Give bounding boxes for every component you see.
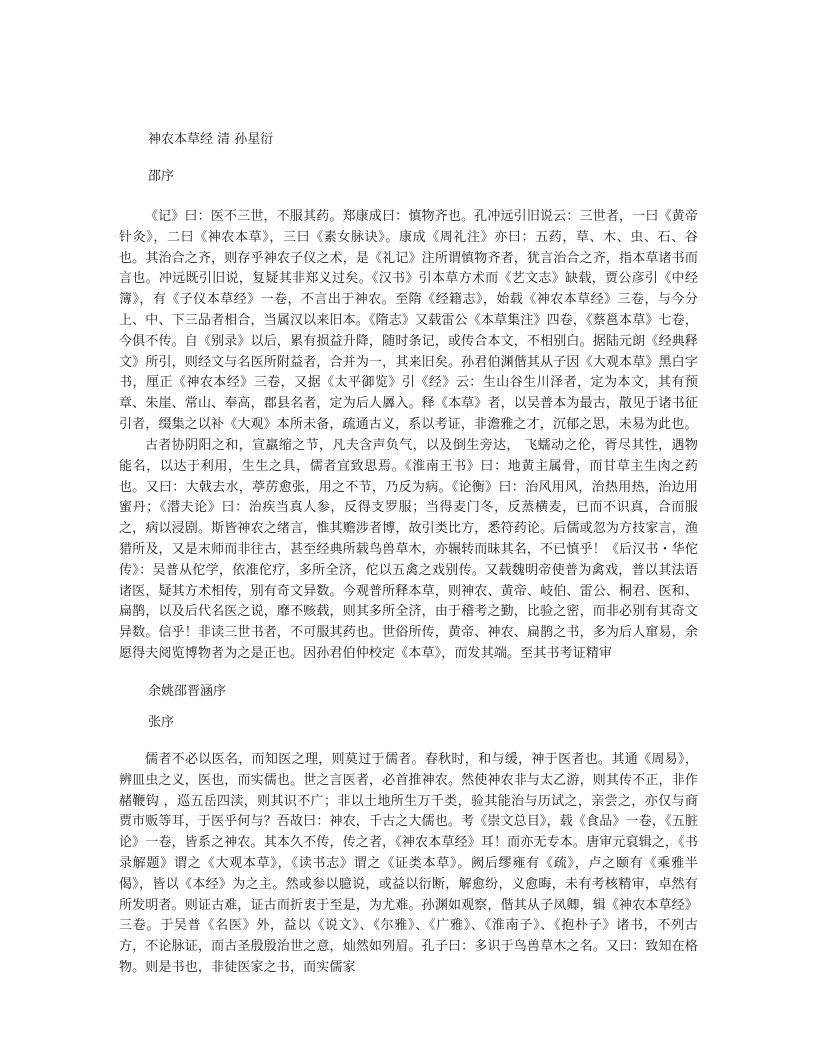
paragraph-zhang-1: 儒者不必以医名，而知医之理，则莫过于儒者。春秋时，和与缓，神于医者也。其通《周易》，辨皿虫之义，医也，而实儒也。世之言医者，必首推神农。然使神农非与太乙游，则其传不正，非作赭鞭钩 ，巡五岳四渎，则其识不广；非以土地所生万千类，验其能治与历试之，亲尝之，亦仅与商贾市贩等耳，于医乎何与？吾故曰：神农，千古之大儒也。考《崇文总目》，载《食品》一卷，《五脏论》一卷，皆系之神农。其本久不传，传之者，《神农本草经》耳！而亦无专本。唐审元裒辑之，《书录解题》谓之《大观本草》，《读书志》谓之《证类本草》。阙后缪雍有《疏》，卢之颐有《乘雅半偈》，皆以《本经》为之主。然或参以臆说，或益以衍断，解愈纷，义愈晦，未有考核精审，卓然有所发明者。则证古难，证古而折衷于至是，为尤难。孙渊如观察，偕其从子凤卿，辑《神农本草经》三卷。于吴普《名医》外，益以《说文》、《尔雅》、《广雅》、《淮南子》、《抱朴子》诸书，不列古方，不论脉证，而古圣殷殷治世之意，灿然如列眉。孔子曰：多识于鸟兽草木之名。又曰：致知在格物。则是书也，非徒医家之书，而实儒家 xyxy=(119,752,698,975)
paragraph-shao-2: 古者协阴阳之和，宣羸缩之节，凡夫含声负气，以及倒生旁达， 飞蠕动之伦，胥尽其性，遇物能名，以达于利用，生生之具，儒者宜致思焉。《淮南王书》曰：地黄主属骨，而甘草主生肉之药也。又曰：大戟去水，葶苈愈张，用之不节，乃反为病。《论衡》曰：治风用风，治热用热，治边用蜜丹；《潜夫论》曰：治疾当真人参，反得支罗服；当得麦门冬，反蒸横麦，已而不识真，合而服之，病以浸剧。斯皆神农之绪言，惟其赡涉者博，故引类比方，悉符药论。后儒或忽为方技家言，渔猎所及，又是末师而非往古，甚至经典所载鸟兽草木，亦辗转而昧其名，不已慎乎！《后汉书・华佗传》：吴普从佗学，依准佗疗，多所全济，佗以五禽之戏别传。又载魏明帝使普为禽戏，普以其法语诸医，疑其方术相传，别有奇文异数。今观普所释本草，则神农、黄帝、岐伯、雷公、桐君、医和、扁鹊，以及后代名医之说，靡不赅载，则其多所全济，由于稽考之勤，比验之密，而非必别有其奇文异数。信乎！非读三世书者，不可服其药也。世俗所传，黄帝、神农、扁鹊之书，多为后人窜易，余愿得夫阅览博物者为之是正也。因孙君伯仲校定《本草》，而发其端。至其书考证精审 xyxy=(119,438,698,661)
section-heading-shao-jinhan-preface: 余姚邵晋涵序 xyxy=(148,684,227,699)
section-heading-zhang-preface: 张序 xyxy=(148,715,175,730)
paragraph-shao-1: 《记》曰：医不三世，不服其药。郑康成曰：慎物齐也。孔冲远引旧说云：三世者，一曰《黄帝针灸》，二曰《神农本草》，三曰《素女脉诀》。康成《周礼注》亦曰：五药，草、木、虫、石、谷也。其治合之齐，则存乎神农子仪之术，是《礼记》注所谓慎物齐者，犹言治合之齐，指本草诸书而言也。冲远既引旧说，复疑其非郑义过矣。《汉书》引本草方术而《艺文志》缺载，贾公彦引《中经簿》，有《子仪本草经》一卷，不言出于神农。至隋《经籍志》，始载《神农本草经》三卷，与今分上、中、下三品者相合，当属汉以来旧本。《隋志》又载雷公《本草集注》四卷，《蔡邕本草》七卷，今俱不传。自《别录》以后，累有损益升降，随时条记，或传合本文，不相别白。据陆元朗《经典释文》所引，则经文与名医所附益者，合并为一，其来旧矣。孙君伯渊偕其从子因《大观本草》黑白字书，厘正《神农本经》三卷，又据《太平御览》引《经》云：生山谷生川泽者，定为本文，其有预章、朱崖、常山、奉高，郡县名者，定为后人羼入。释《本草》者，以吴普本为最古，散见于诸书征引者，缀集之以补《大观》本所未备，疏通古义，系以考证，非澹雅之才，沉郁之思，未易为此也。 xyxy=(119,209,698,432)
document-title: 神农本草经 清 孙星衍 xyxy=(148,132,274,147)
section-heading-shao-preface: 邵序 xyxy=(148,169,175,184)
